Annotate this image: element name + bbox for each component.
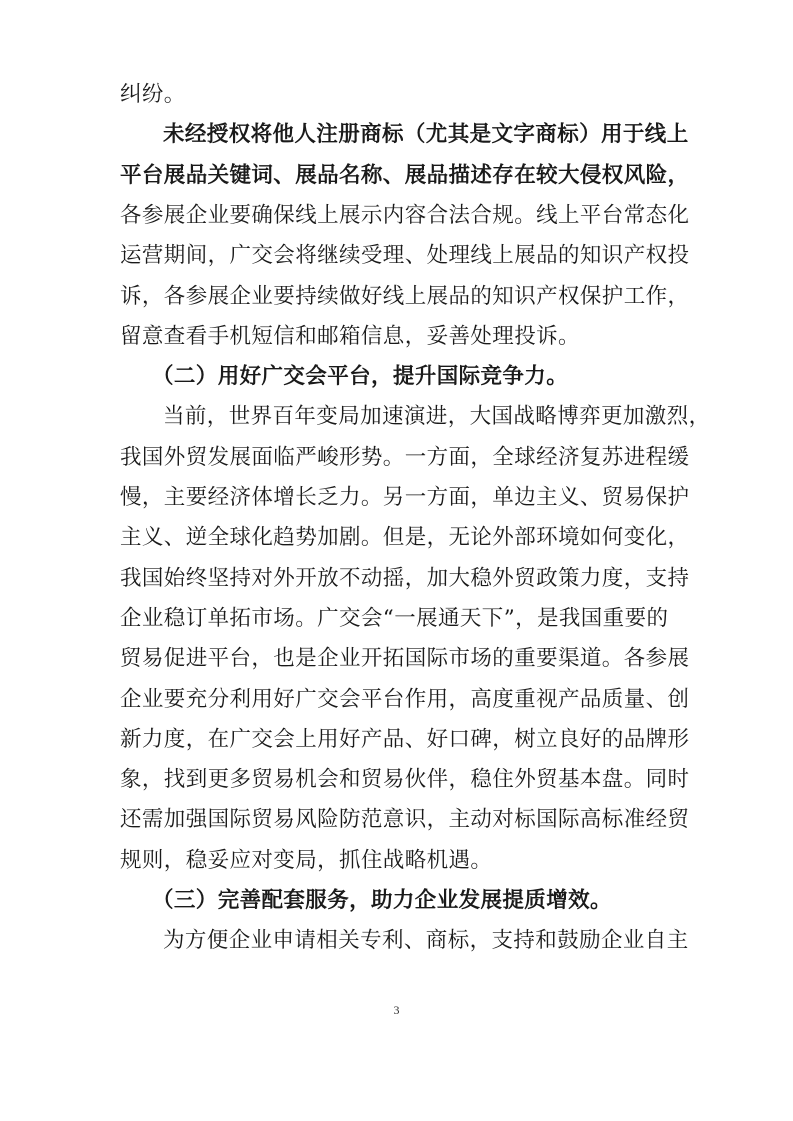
text-line: 我国始终坚持对外开放不动摇，加大稳外贸政策力度，支持 [120,566,690,591]
page-number: 3 [393,1003,400,1017]
text-line: 留意查看手机短信和邮箱信息，妥善处理投诉。 [120,324,580,349]
text-line: 慢，主要经济体增长乏力。另一方面，单边主义、贸易保护 [120,485,690,510]
section-heading: （二）用好广交会平台，提升国际竞争力。 [152,364,569,389]
text-line: 规则，稳妥应对变局，抓住战略机遇。 [120,848,493,873]
text-line: 未经授权将他人注册商标（尤其是文字商标）用于线上 [163,122,689,147]
text-line: 新力度，在广交会上用好产品、好口碑，树立良好的品牌形 [120,727,690,752]
text-line: 还需加强国际贸易风险防范意识，主动对标国际高标准经贸 [120,807,690,832]
text-line: 象，找到更多贸易机会和贸易伙伴，稳住外贸基本盘。同时 [120,767,690,792]
text-line: 为方便企业申请相关专利、商标，支持和鼓励企业自主 [163,928,689,953]
section-heading: （三）完善配套服务，助力企业发展提质增效。 [152,888,612,913]
text-line: 我国外贸发展面临严峻形势。一方面，全球经济复苏进程缓 [120,445,690,470]
text-line: 企业要充分利用好广交会平台作用，高度重视产品质量、创 [120,687,690,712]
text-line: 当前，世界百年变局加速演进，大国战略博弈更加激烈， [163,404,711,429]
text-line: 诉，各参展企业要持续做好线上展品的知识产权保护工作， [120,284,690,309]
text-line: 各参展企业要确保线上展示内容合法合规。线上平台常态化 [120,203,690,228]
text-line: 主义、逆全球化趋势加剧。但是，无论外部环境如何变化， [120,525,690,550]
text-line: 平台展品关键词、展品名称、展品描述存在较大侵权风险， [120,163,690,188]
text-line: 贸易促进平台，也是企业开拓国际市场的重要渠道。各参展 [120,646,690,671]
text-line: 企业稳订单拓市场。广交会“一展通天下”，是我国重要的 [120,606,669,631]
text-line: 纠纷。 [120,82,186,107]
text-line: 运营期间，广交会将继续受理、处理线上展品的知识产权投 [120,243,690,268]
